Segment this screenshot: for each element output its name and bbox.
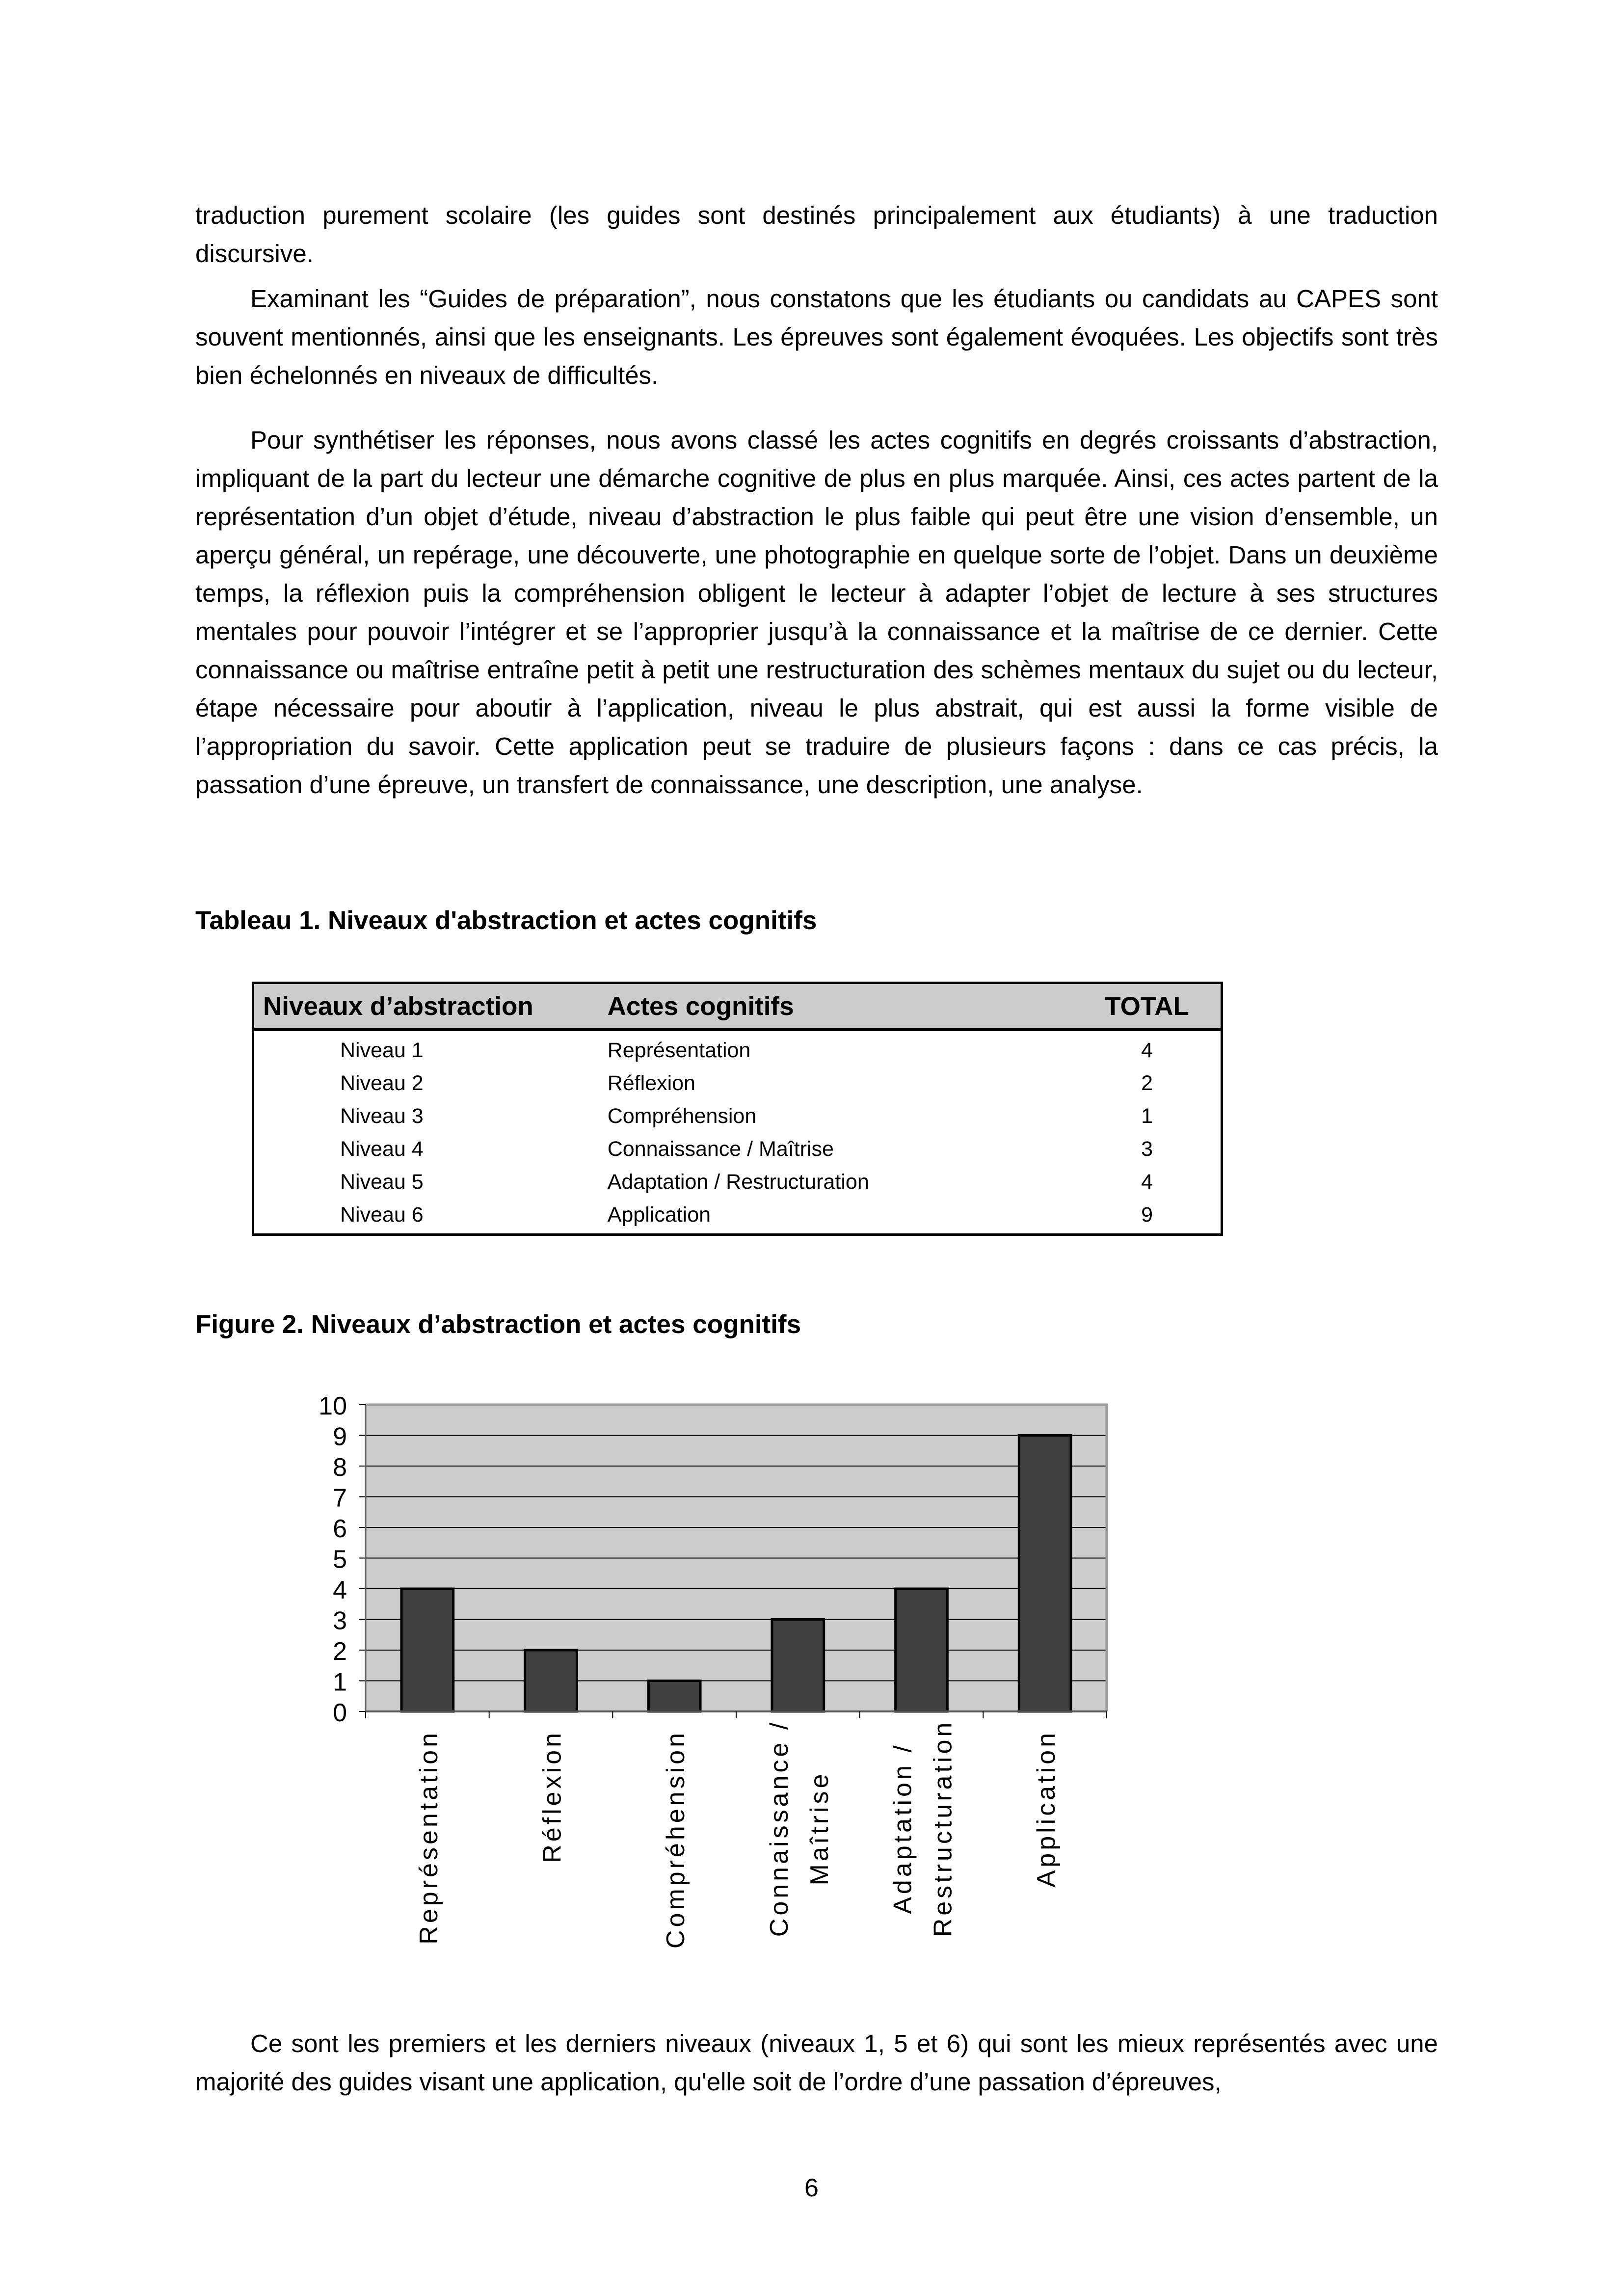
table-cell-level: Niveau 5 <box>340 1170 424 1194</box>
table-cell-total: 9 <box>1141 1203 1153 1227</box>
table-cell-total: 1 <box>1141 1104 1153 1128</box>
y-tick-label: 3 <box>333 1606 347 1635</box>
table-cell-act: Application <box>607 1203 711 1227</box>
x-category-label: Maîtrise <box>805 1771 834 1886</box>
x-category-label: Connaissance / <box>765 1719 794 1937</box>
table-cell-act: Réflexion <box>607 1071 695 1095</box>
y-tick-label: 10 <box>319 1392 347 1420</box>
y-tick-label: 1 <box>333 1668 347 1697</box>
table-cell-act: Connaissance / Maîtrise <box>607 1137 834 1161</box>
y-tick-label: 2 <box>333 1637 347 1666</box>
table-header-total: TOTAL <box>1105 991 1189 1021</box>
y-tick-label: 9 <box>333 1422 347 1451</box>
x-category-label: Restructuration <box>929 1719 958 1937</box>
bar-1 <box>401 1589 453 1711</box>
y-tick-label: 4 <box>333 1576 347 1604</box>
y-tick-label: 5 <box>333 1545 347 1574</box>
paragraph-continuation: traduction purement scolaire (les guides sont destinés principalement aux étudiants) à une traduction discursive. <box>195 201 1438 267</box>
bar-4 <box>772 1620 824 1712</box>
table-header-levels: Niveaux d’abstraction <box>263 991 533 1021</box>
figure-caption: Figure 2. Niveaux d’abstraction et actes cognitifs <box>195 1310 801 1339</box>
table-cell-act: Compréhension <box>607 1104 757 1128</box>
paragraph-synthesis: Pour synthétiser les réponses, nous avons classé les actes cognitifs en degrés croissants d’abstraction, impliquant de la part du lecteur une démarche cognitive de plus en plus marquée. Ainsi, ces actes partent de la représentation d’un objet d’étude, niveau d’abstraction le plus faible qui peut être une vision d’ensemble, un aperçu général, un repérage, une découverte, une photographie en quelque sorte de l’objet. Dans un deuxième temps, la réflexion puis la compréhension obligent le lecteur à adapter l’objet de lecture à ses structures mentales pour pouvoir l’intégrer et se l’approprier jusqu’à la connaissance et la maîtrise de ce dernier. Cette connaissance ou maîtrise entraîne petit à petit une restructuration des schèmes mentaux du sujet ou du lecteur, étape nécessaire pour aboutir à l’application, niveau le plus abstrait, qui est aussi la forme visible de l’appropriation du savoir. Cette application peut se traduire de plusieurs façons : dans ce cas précis, la passation d’une épreuve, un transfert de connaissance, une description, une analyse. <box>195 426 1438 799</box>
table-cell-total: 2 <box>1141 1071 1153 1095</box>
bar-5 <box>896 1589 948 1711</box>
table-cell-total: 3 <box>1141 1137 1153 1161</box>
table-cell-level: Niveau 6 <box>340 1203 424 1227</box>
page-number: 6 <box>804 2174 819 2202</box>
table-cell-level: Niveau 3 <box>340 1104 424 1128</box>
bar-2 <box>525 1650 577 1711</box>
table-header-acts: Actes cognitifs <box>607 991 794 1021</box>
table-cell-act: Représentation <box>607 1039 751 1062</box>
x-category-label: Adaptation / <box>888 1742 917 1914</box>
table-cell-level: Niveau 2 <box>340 1071 424 1095</box>
x-category-label: Réflexion <box>538 1730 567 1863</box>
table-caption: Tableau 1. Niveaux d'abstraction et actes cognitifs <box>195 906 817 935</box>
table-cell-act: Adaptation / Restructuration <box>607 1170 869 1194</box>
x-category-label: Représentation <box>414 1730 443 1945</box>
bar-6 <box>1019 1436 1071 1712</box>
y-tick-label: 6 <box>333 1515 347 1543</box>
x-category-label: Compréhension <box>662 1730 691 1949</box>
paragraph-guides: Examinant les “Guides de préparation”, nous constatons que les étudiants ou candidats au CAPES sont souvent mentionnés, ainsi que les enseignants. Les épreuves sont également évoquées. Les objectifs sont très bien échelonnés en niveaux de difficultés. <box>195 285 1438 389</box>
y-tick-label: 0 <box>333 1699 347 1727</box>
table-cell-level: Niveau 4 <box>340 1137 424 1161</box>
y-tick-label: 8 <box>333 1453 347 1482</box>
table-cell-total: 4 <box>1141 1039 1153 1062</box>
x-category-label: Application <box>1032 1730 1061 1888</box>
paragraph-conclusion: Ce sont les premiers et les derniers niveaux (niveaux 1, 5 et 6) qui sont les mieux représentés avec une majorité des guides visant une application, qu'elle soit de l’ordre d’une passation d’épreuves, <box>195 2029 1438 2096</box>
table-cell-level: Niveau 1 <box>340 1039 424 1062</box>
table-cell-total: 4 <box>1141 1170 1153 1194</box>
bar-3 <box>648 1681 700 1712</box>
y-tick-label: 7 <box>333 1484 347 1513</box>
